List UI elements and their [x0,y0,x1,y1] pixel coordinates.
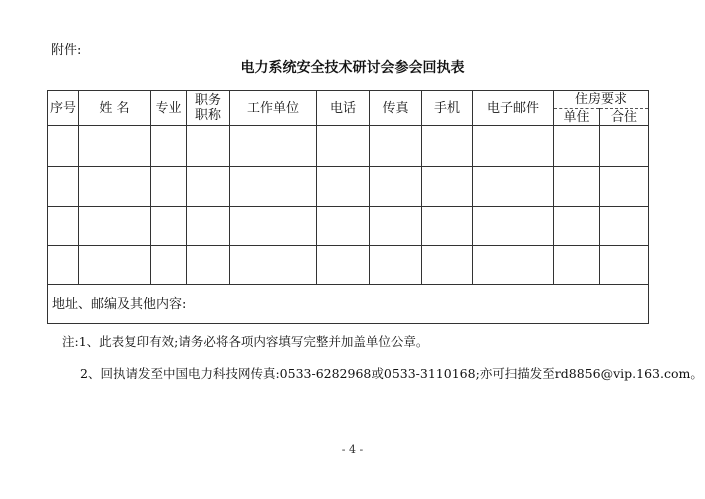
table-cell[interactable] [473,207,554,246]
table-cell[interactable] [48,246,79,285]
table-row [48,207,649,246]
address-row [48,285,649,324]
table-cell[interactable] [473,167,554,207]
table-cell[interactable] [600,126,649,167]
table-cell[interactable] [151,207,187,246]
table-cell[interactable] [422,167,473,207]
table-row [48,126,649,167]
header-major: 专业 [151,91,187,126]
table-cell[interactable] [422,246,473,285]
header-email: 电子邮件 [473,91,554,126]
table-cell[interactable] [230,246,317,285]
table-cell[interactable] [230,207,317,246]
table-cell[interactable] [370,246,422,285]
table-cell[interactable] [554,167,600,207]
header-position-line1: 职务 [194,93,221,108]
header-work-unit: 工作单位 [230,91,317,126]
table-cell[interactable] [554,246,600,285]
table-cell[interactable] [370,207,422,246]
table-cell[interactable] [600,167,649,207]
table-cell[interactable] [48,167,79,207]
header-row-1 [48,91,649,109]
table-cell[interactable] [187,246,230,285]
table-cell[interactable] [151,246,187,285]
table-cell[interactable] [554,126,600,167]
address-field[interactable]: 地址、邮编及其他内容: [48,285,649,324]
table-cell[interactable] [473,126,554,167]
table-cell[interactable] [187,126,230,167]
table-cell[interactable] [317,246,370,285]
table-cell[interactable] [230,167,317,207]
table-cell[interactable] [422,207,473,246]
table-cell[interactable] [187,207,230,246]
table-cell[interactable] [370,126,422,167]
table-cell[interactable] [151,167,187,207]
note-2: 2、回执请发至中国电力科技网传真:0533-6282968或0533-3110168;亦可扫描发至rd8856@vip.163.com。 [80,366,703,381]
table-cell[interactable] [317,167,370,207]
header-mobile: 手机 [422,91,473,126]
table-cell[interactable] [79,167,151,207]
table-cell[interactable] [600,246,649,285]
form-title: 电力系统安全技术研讨会参会回执表 [240,60,465,76]
attachment-label: 附件: [51,43,82,58]
table-cell[interactable] [79,207,151,246]
table-cell[interactable] [79,246,151,285]
table-cell[interactable] [79,126,151,167]
table-cell[interactable] [48,207,79,246]
header-fax: 传真 [370,91,422,126]
table-row [48,167,649,207]
table-cell[interactable] [48,126,79,167]
note-1: 注:1、此表复印有效;请务必将各项内容填写完整并加盖单位公章。 [62,334,429,349]
header-name: 姓 名 [79,91,151,126]
table-cell[interactable] [473,246,554,285]
header-shared: 合住 [600,109,649,126]
table-cell[interactable] [187,167,230,207]
header-phone: 电话 [317,91,370,126]
header-position [187,91,230,126]
table-row [48,246,649,285]
header-seq: 序号 [48,91,79,126]
header-position-line2: 职称 [194,108,221,123]
table-cell[interactable] [600,207,649,246]
header-housing: 住房要求 [554,91,649,109]
table-cell[interactable] [151,126,187,167]
table-cell[interactable] [317,126,370,167]
table-cell[interactable] [554,207,600,246]
header-single: 单住 [554,109,600,126]
page-number: - 4 - [341,443,364,456]
table-cell[interactable] [317,207,370,246]
table-cell[interactable] [230,126,317,167]
table-cell[interactable] [370,167,422,207]
table-cell[interactable] [422,126,473,167]
registration-table [47,90,649,324]
